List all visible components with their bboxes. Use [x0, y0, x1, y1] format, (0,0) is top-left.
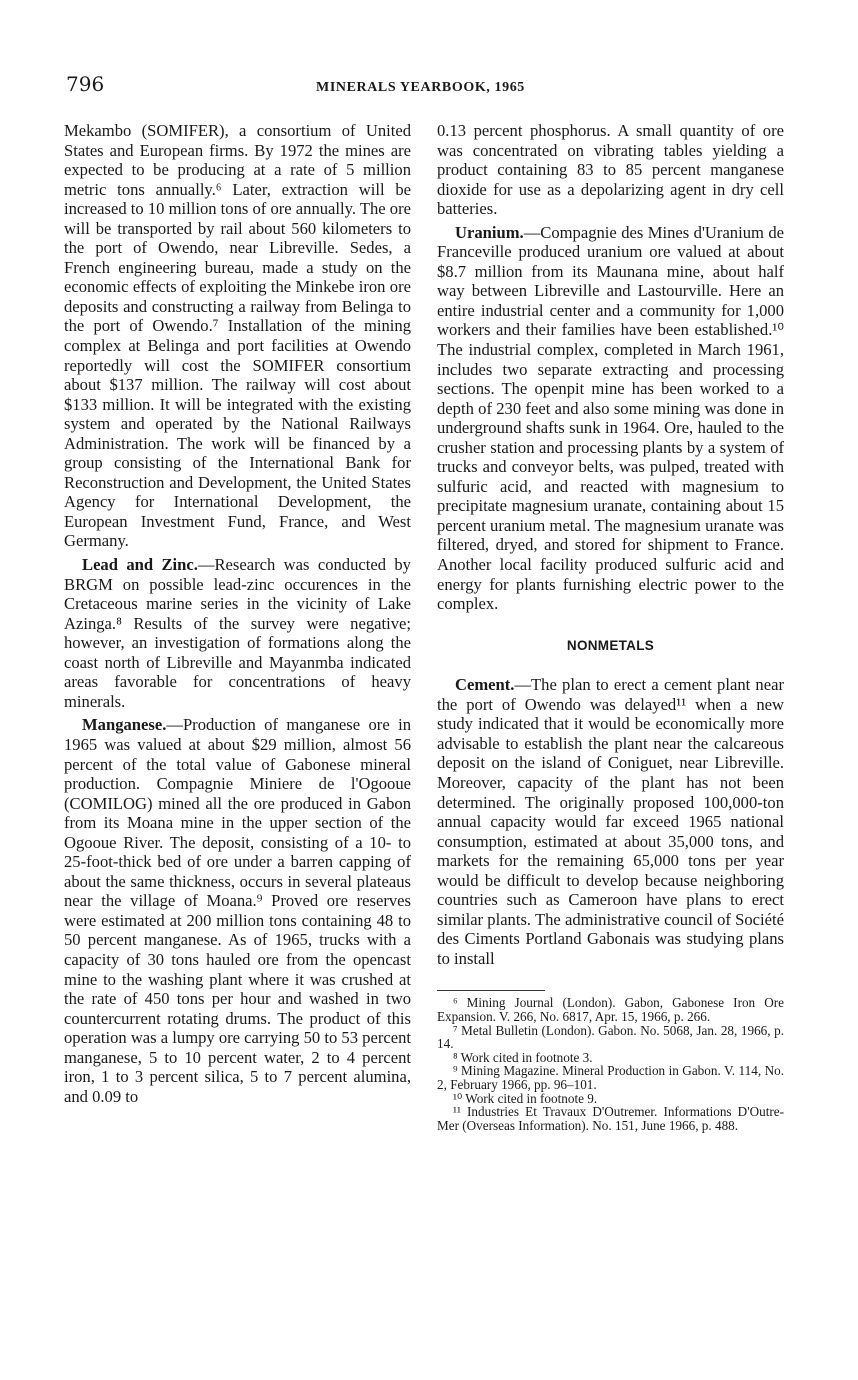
left-column — [64, 121, 411, 1106]
manganese-text: —Production of manganese ore in 1965 was valued at about $29 million, almost 56 percent of the total value of Gabonese mineral production. Compagnie Miniere de l'Ogooue (COMILOG) mined all the ore produced in Gabon from its Moana mine in the upper section of the Ogooue River. The deposit, consisting of a 10- to 25-foot-thick bed of ore under a barren capping of about the same thickness, occurs in several plateaus near the village of Moana.⁹ Proved ore reserves were estimated at 200 million tons containing 48 to 50 percent manganese. As of 1965, trucks with a capacity of 30 tons hauled ore from the opencast mine to the washing plant where it was crushed at the rate of 450 tons per hour and washed in two countercurrent rotating drums. The product of this operation was a lumpy ore carrying 50 to 53 percent manganese, 5 to 10 percent water, 2 to 4 percent iron, 1 to 3 percent silica, 5 to 7 percent alumina, and 0.09 to — [64, 715, 411, 1106]
uranium-text: —Compagnie des Mines d'Uranium de Franceville produced uranium ore valued at about $8.7 million from its Maunana mine, about half way between Libreville and Lastourville. Here an entire industrial center and a community for 1,000 workers and their families have been established.¹⁰ The industrial complex, completed in March 1961, includes two separate extracting and processing sections. The openpit mine has been worked to a depth of 230 feet and also some mining was done in underground shafts sunk in 1964. Ore, hauled to the crusher station and processing plants by a system of trucks and conveyor belts, was pulped, treated with sulfuric acid, and reacted with magnesium to precipitate magnesium uranate, containing about 15 percent uranium metal. The magnesium uranate was filtered, dryed, and stored for shipment to France. Another local facility produced sulfuric acid and energy for plants furnishing electric power to the complex. — [437, 222, 784, 614]
footnote-divider — [437, 990, 545, 991]
uranium-paragraph — [437, 223, 784, 614]
right-column — [437, 121, 784, 1132]
page-number: 796 — [66, 72, 105, 96]
manganese-continued-paragraph: 0.13 percent phosphorus. A small quantity of ore was concentrated on vibrating tables yielding a product containing 83 to 85 percent manganese dioxide for use as a depolarizing agent in dry cell batteries. — [437, 121, 784, 219]
lead-zinc-heading: Lead and Zinc. — [82, 555, 198, 575]
section-heading-nonmetals: NONMETALS — [566, 637, 655, 653]
footnote-7: ⁷ Metal Bulletin (London). Gabon. No. 5068, Jan. 28, 1966, p. 14. — [437, 1022, 784, 1052]
footnote-8: ⁸ Work cited in footnote 3. — [453, 1049, 593, 1065]
footnote-10: ¹⁰ Work cited in footnote 9. — [453, 1090, 598, 1106]
manganese-heading: Manganese. — [82, 715, 167, 735]
footnotes — [437, 996, 784, 1132]
footnote-9: ⁹ Mining Magazine. Mineral Production in Gabon. V. 114, No. 2, February 1966, pp. 96–101. — [437, 1063, 784, 1092]
cement-text: —The plan to erect a cement plant near the port of Owendo was delayed¹¹ when a new study indicated that it would be economically more advisable to establish the plant near the calcareous deposit on the island of Coniguet, near Libreville. Moreover, capacity of the plant has not been determined. The originally proposed 100,000-ton annual capacity would far exceed 1965 national consumption, estimated at about 35,000 tons, and markets for the remaining 65,000 tons per year would be difficult to develop because neighboring countries such as Cameroon have plans to erect similar plants. The administrative council of Société des Ciments Portland Gabonais was studying plans to install — [437, 675, 784, 968]
running-title: MINERALS YEARBOOK, 1965 — [316, 80, 525, 95]
uranium-heading: Uranium. — [455, 222, 524, 242]
page-header — [0, 68, 858, 102]
iron-ore-paragraph: Mekambo (SOMIFER), a consortium of United States and European firms. By 1972 the mines are expected to be producing at a rate of 5 million metric tons annually.⁶ Later, extraction will be increased to 10 million tons of ore annually. The ore will be transported by rail about 560 kilometers to the port of Owendo, near Libreville. Sedes, a French engineering bureau, made a study on the economic effects of exploiting the Minkebe iron ore deposits and constructing a railway from Belinga to the port of Owendo.⁷ Installation of the mining complex at Belinga and port facilities at Owendo reportedly will cost the SOMIFER consortium about $137 million. The railway will cost about $133 million. It will be integrated with the existing system and operated by the National Railways Administration. The work will be financed by a group consisting of the International Bank for Reconstruction and Development, the United States Agency for International Development, the European Investment Fund, France, and West Germany. — [64, 121, 411, 551]
manganese-paragraph — [64, 715, 411, 1106]
footnote-6: ⁶ Mining Journal (London). Gabon, Gabonese Iron Ore Expansion. V. 266, No. 6817, Apr. 15, 1966, p. 266. — [437, 995, 784, 1025]
footnote-11: ¹¹ Industries Et Travaux D'Outremer. Informations D'Outre-Mer (Overseas Information). No. 151, June 1966, p. 488. — [437, 1104, 784, 1133]
lead-zinc-paragraph — [64, 555, 411, 711]
cement-paragraph — [437, 675, 784, 968]
lead-zinc-text: —Research was conducted by BRGM on possible lead-zinc occurences in the Cretaceous marine series in the vicinity of Lake Azinga.⁸ Results of the survey were negative; however, an investigation of formations along the coast north of Libreville and Mayanmba indicated areas favorable for concentrations of heavy minerals. — [64, 555, 411, 711]
cement-heading: Cement. — [455, 675, 515, 695]
